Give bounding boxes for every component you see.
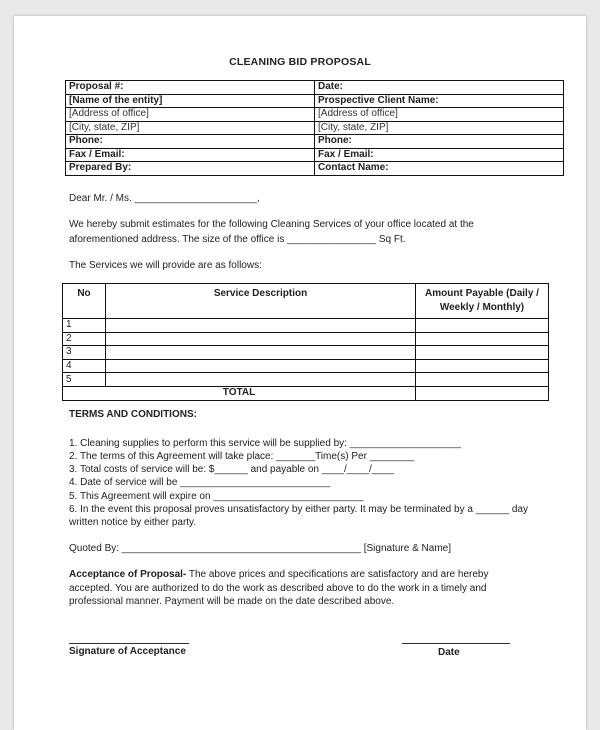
services-intro: The Services we will provide are as follows: [69,260,262,271]
term-item-6-continued: written notice by either party. [69,517,197,528]
amount-cell [416,346,549,360]
amount-cell [416,359,549,373]
client-city-placeholder: [City, state, ZIP] [315,121,564,135]
date-label: Date: [315,81,564,95]
amount-cell [416,373,549,387]
table-row [66,135,564,149]
proposal-number-label: Proposal #: [66,81,315,95]
date-signature-label: Date [438,647,460,658]
term-item-6: 6. In the event this proposal proves unsatisfactory by either party. It may be terminated by a ______ day [69,504,528,515]
signature-of-acceptance-label: Signature of Acceptance [69,646,186,657]
fax-email-label: Fax / Email: [66,148,315,162]
column-header-amount [416,284,549,319]
term-item-4: 4. Date of service will be ___________________________ [69,477,331,488]
client-address-placeholder: [Address of office] [315,108,564,122]
quoted-by-line: Quoted By: ___________________________________________ [Signature & Name] [69,543,451,554]
acceptance-text-1: The above prices and specifications are satisfactory and are hereby [186,569,489,580]
table-row [66,108,564,122]
table-header-row [63,284,549,319]
table-row [66,148,564,162]
table-row [63,346,549,360]
greeting: Dear Mr. / Ms. ______________________, [69,193,260,204]
address-placeholder: [Address of office] [66,108,315,122]
table-row [66,121,564,135]
acceptance-line-3: professional manner. Payment will be made on the date described above. [69,596,395,607]
proposal-info-table [65,80,564,176]
contact-name-label: Contact Name: [315,162,564,176]
table-row [63,359,549,373]
page-title: CLEANING BID PROPOSAL [229,56,371,68]
row-number: 2 [63,332,106,346]
row-number: 5 [63,373,106,387]
amount-cell [416,319,549,333]
row-number: 1 [63,319,106,333]
column-header-no: No [63,284,106,319]
client-name-label: Prospective Client Name: [315,94,564,108]
description-cell [106,332,416,346]
entity-name-placeholder: [Name of the entity] [66,94,315,108]
column-header-description: Service Description [106,284,416,319]
table-row [66,162,564,176]
amount-header-line-1: Amount Payable (Daily / [425,288,539,299]
description-cell [106,319,416,333]
acceptance-label: Acceptance of Proposal- [69,569,187,580]
table-total-row [63,386,549,400]
service-table [62,283,549,401]
acceptance-line-1 [69,568,549,582]
intro-line-1: We hereby submit estimates for the following Cleaning Services of your office located at the [69,219,474,230]
client-phone-label: Phone: [315,135,564,149]
description-cell [106,359,416,373]
table-row [66,81,564,95]
amount-header-line-2: Weekly / Monthly) [439,302,525,313]
amount-cell [416,332,549,346]
phone-label: Phone: [66,135,315,149]
client-fax-email-label: Fax / Email: [315,148,564,162]
terms-heading: TERMS AND CONDITIONS: [69,409,197,420]
description-cell [106,373,416,387]
row-number: 4 [63,359,106,373]
city-placeholder: [City, state, ZIP] [66,121,315,135]
prepared-by-label: Prepared By: [66,162,315,176]
table-row [63,319,549,333]
document-page [14,16,586,730]
term-item-1: 1. Cleaning supplies to perform this service will be supplied by: ____________________ [69,438,461,449]
table-row [63,332,549,346]
total-amount-cell [416,386,549,400]
description-cell [106,346,416,360]
acceptance-line-2: accepted. You are authorized to do the work as described above to do the work in a timely and [69,583,487,594]
intro-line-2: aforementioned address. The size of the office is ________________ Sq Ft. [69,234,406,245]
row-number: 3 [63,346,106,360]
table-row [63,373,549,387]
term-item-2: 2. The terms of this Agreement will take place: _______Time(s) Per ________ [69,451,415,462]
signature-line [69,643,189,644]
table-row [66,94,564,108]
term-item-5: 5. This Agreement will expire on ___________________________ [69,491,364,502]
date-line [402,643,510,644]
total-label: TOTAL [63,386,416,400]
term-item-3: 3. Total costs of service will be: $______ and payable on ____/____/____ [69,464,395,475]
